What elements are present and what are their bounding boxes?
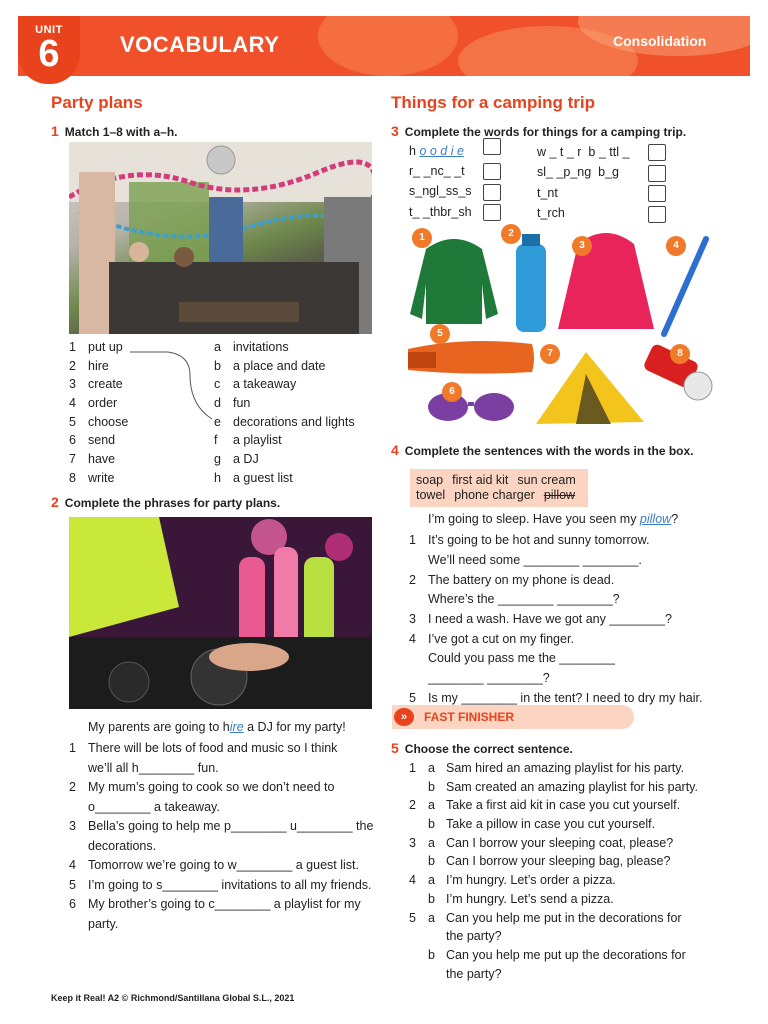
- ex3-col2: [537, 144, 666, 226]
- choice-line: [409, 929, 698, 948]
- word-box: [410, 469, 588, 507]
- choice-text: I’m hungry. Let’s order a pizza.: [446, 873, 616, 888]
- exercise-2-example: [88, 720, 346, 734]
- example-answer: ire: [229, 720, 244, 734]
- sentence-number: 3: [409, 612, 416, 626]
- option-text: decorations and lights: [233, 414, 355, 429]
- exercise-5-sentences: [409, 761, 698, 985]
- choice-letter: a: [428, 873, 435, 888]
- choice-line: [409, 892, 698, 911]
- match-option: [214, 452, 355, 471]
- exercise-5-instruction: [391, 740, 573, 756]
- double-chevron-icon: »: [394, 708, 414, 726]
- ex3-example-word: [409, 144, 464, 158]
- picture-number-2: 2: [501, 224, 521, 244]
- camping-word: [409, 163, 501, 184]
- exercise-4-number: 4: [391, 442, 399, 458]
- choice-text: Can you help me put up the decorations for: [446, 947, 686, 962]
- sentence-number: 4: [69, 858, 76, 872]
- item-text: put up: [88, 340, 123, 354]
- unit-number: 6: [38, 33, 60, 75]
- sentence-line: [69, 878, 373, 898]
- choice-letter: a: [428, 910, 435, 925]
- box-word: first aid kit: [452, 473, 509, 487]
- word-checkbox[interactable]: [648, 165, 666, 182]
- choice-letter: b: [428, 947, 435, 962]
- choice-text: the party?: [446, 929, 502, 944]
- word-checkbox[interactable]: [483, 204, 501, 221]
- ex3-col1: [409, 163, 501, 225]
- choice-text: Sam hired an amazing playlist for his party.: [446, 761, 685, 775]
- fast-finisher-label: FAST FINISHER: [424, 710, 515, 724]
- picture-number-3: 3: [572, 236, 592, 256]
- exercise-4-sentences: [409, 533, 702, 710]
- sentence-text: I’ve got a cut on my finger.: [428, 631, 574, 646]
- sentence-line: [69, 819, 373, 839]
- box-word: phone charger: [454, 488, 535, 502]
- picture-number-6: 6: [442, 382, 462, 402]
- option-text: a DJ: [233, 452, 259, 467]
- option-text: fun: [233, 396, 251, 411]
- camping-word: [409, 204, 501, 225]
- box-word: soap: [416, 473, 444, 487]
- sentence-number: 6: [69, 897, 76, 911]
- choice-letter: a: [428, 835, 435, 850]
- exercise-2-instruction: [51, 494, 280, 510]
- option-letter: b: [214, 358, 221, 373]
- sentence-text: Could you pass me the ________: [428, 651, 615, 665]
- party-plans-heading: Party plans: [51, 93, 143, 112]
- sentence-line: [69, 897, 373, 917]
- match-item: [69, 471, 128, 490]
- choice-text: Sam created an amazing playlist for his party.: [446, 779, 698, 794]
- checkbox-hoodie[interactable]: [483, 138, 501, 155]
- item-number: 6: [69, 433, 76, 448]
- sentence-number: 5: [409, 690, 416, 705]
- choice-letter: a: [428, 798, 435, 813]
- choice-line: [409, 817, 698, 836]
- option-letter: f: [214, 433, 218, 448]
- option-text: a takeaway: [233, 377, 297, 392]
- choice-number: 1: [409, 761, 416, 775]
- choice-line: [409, 798, 698, 817]
- choice-line: [409, 948, 698, 967]
- camping-heading: Things for a camping trip: [391, 93, 596, 112]
- match-item: [69, 396, 128, 415]
- choice-letter: b: [428, 779, 435, 794]
- choice-text: Take a pillow in case you cut yourself.: [446, 817, 656, 832]
- sentence-text: My brother’s going to c________ a playlist for my: [88, 897, 361, 911]
- picture-number-8: 8: [670, 344, 690, 364]
- sentence-number: 2: [409, 572, 416, 587]
- sentence-text: we’ll all h________ fun.: [88, 760, 219, 775]
- exercise-1-text: Match 1–8 with a–h.: [64, 125, 178, 139]
- option-text: a place and date: [233, 358, 326, 373]
- choice-letter: b: [428, 817, 435, 832]
- unit-badge: [18, 16, 80, 84]
- item-number: 5: [69, 414, 76, 429]
- sentence-line: [69, 741, 373, 761]
- exercise-1-number: 1: [51, 123, 59, 139]
- choice-number: 5: [409, 910, 416, 925]
- sentence-number: 1: [69, 741, 76, 755]
- choice-line: [409, 761, 698, 780]
- sentence-number: 3: [69, 819, 76, 833]
- match-option: [214, 471, 355, 490]
- option-letter: c: [214, 377, 221, 392]
- camping-word-text: s_ngl_ss_s: [409, 184, 472, 199]
- sentence-line: [409, 651, 702, 671]
- sentence-text: ________ ________?: [428, 670, 550, 685]
- choice-line: [409, 854, 698, 873]
- option-letter: g: [214, 452, 221, 467]
- choice-line: [409, 911, 698, 930]
- ex4-example-pre: I’m going to sleep. Have you seen my: [428, 512, 640, 526]
- choice-text: I’m hungry. Let’s send a pizza.: [446, 891, 614, 906]
- item-text: create: [88, 377, 123, 392]
- camping-items-illustration: [406, 224, 716, 434]
- sentence-line: [69, 839, 373, 859]
- sentence-text: My mum’s going to cook so we don’t need to: [88, 780, 335, 794]
- sentence-number: 2: [69, 780, 76, 794]
- word-checkbox[interactable]: [483, 184, 501, 201]
- ex3-example-answer: o o d i e: [419, 144, 464, 158]
- dj-party-photo: [69, 517, 372, 709]
- picture-number-1: 1: [412, 228, 432, 248]
- sentence-line: [69, 761, 373, 781]
- item-text: have: [88, 452, 116, 467]
- example-text-post: a DJ for my party!: [243, 720, 346, 734]
- option-letter: a: [214, 340, 221, 354]
- match-option: [214, 433, 355, 452]
- sentence-line: [69, 917, 373, 937]
- item-number: 8: [69, 470, 76, 485]
- exercise-5-text: Choose the correct sentence.: [404, 742, 573, 756]
- sentence-line: [409, 671, 702, 691]
- sentence-text: It’s going to be hot and sunny tomorrow.: [428, 533, 650, 547]
- match-option: [214, 377, 355, 396]
- exercise-2-sentences: [69, 741, 373, 936]
- sentence-text: I need a wash. Have we got any ________?: [428, 612, 672, 626]
- item-number: 4: [69, 396, 76, 411]
- choice-text: Can I borrow your sleeping coat, please?: [446, 835, 674, 850]
- sentence-text: decorations.: [88, 838, 157, 853]
- exercise-3-text: Complete the words for things for a camping trip.: [404, 125, 687, 139]
- sentence-text: Where’s the ________ ________?: [428, 592, 620, 606]
- choice-text: Can I borrow your sleeping bag, please?: [446, 854, 671, 869]
- choice-line: [409, 873, 698, 892]
- match-item: [69, 452, 128, 471]
- option-letter: h: [214, 470, 221, 485]
- box-word: towel: [416, 488, 446, 502]
- match-option: [214, 340, 355, 359]
- sentence-text: o________ a takeaway.: [88, 799, 220, 814]
- sentence-line: [409, 533, 702, 553]
- match-option: [214, 396, 355, 415]
- item-number: 3: [69, 377, 76, 392]
- choice-number: 4: [409, 873, 416, 888]
- exercise-4-text: Complete the sentences with the words in the box.: [404, 444, 694, 458]
- choice-text: the party?: [446, 966, 502, 981]
- match-item: [69, 340, 128, 359]
- choice-letter: a: [428, 761, 435, 775]
- item-number: 7: [69, 452, 76, 467]
- option-text: a playlist: [233, 433, 282, 448]
- section-label: Consolidation: [613, 33, 707, 49]
- exercise-5-number: 5: [391, 740, 399, 756]
- camping-word: [537, 165, 666, 186]
- item-text: write: [88, 470, 115, 485]
- exercise-2-text: Complete the phrases for party plans.: [64, 496, 281, 510]
- match-item: [69, 359, 128, 378]
- sentence-line: [69, 780, 373, 800]
- option-letter: d: [214, 396, 221, 411]
- sentence-line: [409, 553, 702, 573]
- sentence-number: 5: [69, 877, 76, 892]
- sentence-line: [69, 800, 373, 820]
- sentence-text: The battery on my phone is dead.: [428, 572, 615, 587]
- match-options-list: [214, 340, 355, 490]
- camping-word-text: t_rch: [537, 206, 565, 221]
- sentence-text: party.: [88, 916, 119, 931]
- match-option: [214, 359, 355, 378]
- crossed-box-word: pillow: [543, 488, 576, 502]
- sentence-line: [409, 632, 702, 652]
- option-text: a guest list: [233, 470, 293, 485]
- match-item: [69, 433, 128, 452]
- unit-label: UNIT: [35, 24, 63, 36]
- sentence-text: Bella’s going to help me p________ u________ the: [88, 819, 374, 833]
- sentence-text: We’ll need some ________ ________.: [428, 552, 642, 567]
- box-word: sun cream: [517, 473, 576, 487]
- camping-word: [537, 206, 666, 227]
- ex4-example-answer: pillow: [639, 512, 672, 526]
- choice-line: [409, 967, 698, 986]
- choice-number: 2: [409, 798, 416, 813]
- exercise-3-instruction: [391, 123, 686, 139]
- sentence-number: 4: [409, 631, 416, 646]
- choice-line: [409, 780, 698, 799]
- sentence-line: [409, 592, 702, 612]
- item-text: choose: [88, 414, 129, 429]
- option-letter: e: [214, 414, 221, 429]
- word-checkbox[interactable]: [648, 185, 666, 202]
- exercise-4-example: [428, 512, 678, 526]
- sentence-text: There will be lots of food and music so I think: [88, 741, 338, 755]
- footer-copyright: Keep it Real! A2 © Richmond/Santillana Global S.L., 2021: [51, 993, 295, 1003]
- match-option: [214, 415, 355, 434]
- camping-word-text: t_nt: [537, 185, 558, 200]
- example-text-pre: My parents are going to h: [88, 720, 230, 734]
- word-checkbox[interactable]: [648, 206, 666, 223]
- picture-number-7: 7: [540, 344, 560, 364]
- picture-number-5: 5: [430, 324, 450, 344]
- camping-word-text: t_ _thbr_sh: [409, 204, 472, 219]
- sentence-text: Is my ________ in the tent? I need to dry my hair.: [428, 690, 703, 705]
- sentence-line: [69, 858, 373, 878]
- choice-text: Take a first aid kit in case you cut yourself.: [446, 798, 681, 813]
- option-text: invitations: [233, 340, 289, 354]
- camping-word-text: sl_ _p_ng b_g: [537, 165, 620, 180]
- match-item: [69, 415, 128, 434]
- exercise-3-number: 3: [391, 123, 399, 139]
- exercise-1-instruction: [51, 123, 178, 139]
- item-number: 1: [69, 340, 76, 354]
- page-title: VOCABULARY: [120, 32, 280, 57]
- choice-letter: b: [428, 854, 435, 869]
- item-text: order: [88, 396, 118, 411]
- camping-word-text: r_ _nc_ _t: [409, 163, 465, 178]
- exercise-4-instruction: [391, 442, 694, 458]
- camping-word-text: w _ t _ r b _ ttl _: [537, 144, 630, 159]
- example-first-letter: h: [409, 144, 416, 158]
- item-text: hire: [88, 358, 109, 373]
- choice-letter: b: [428, 891, 435, 906]
- word-checkbox[interactable]: [483, 163, 501, 180]
- sentence-line: [409, 573, 702, 593]
- ex4-example-post: ?: [671, 512, 679, 526]
- camping-word: [409, 184, 501, 205]
- choice-text: Can you help me put in the decorations for: [446, 910, 682, 925]
- match-item: [69, 377, 128, 396]
- party-decorations-photo: [69, 142, 372, 334]
- choice-line: [409, 836, 698, 855]
- item-text: send: [88, 433, 116, 448]
- sentence-line: [409, 612, 702, 632]
- match-items-list: [69, 340, 128, 490]
- item-number: 2: [69, 358, 76, 373]
- sentence-number: 1: [409, 533, 416, 547]
- fast-finisher-banner: [392, 705, 634, 729]
- sentence-text: I’m going to s________ invitations to all my friends.: [88, 877, 372, 892]
- choice-number: 3: [409, 835, 416, 850]
- match-example-line: [128, 345, 218, 425]
- exercise-2-number: 2: [51, 494, 59, 510]
- camping-word: [537, 185, 666, 206]
- sentence-text: Tomorrow we’re going to w________ a guest list.: [88, 858, 359, 872]
- camping-word: [537, 144, 666, 165]
- picture-number-4: 4: [666, 236, 686, 256]
- word-checkbox[interactable]: [648, 144, 666, 161]
